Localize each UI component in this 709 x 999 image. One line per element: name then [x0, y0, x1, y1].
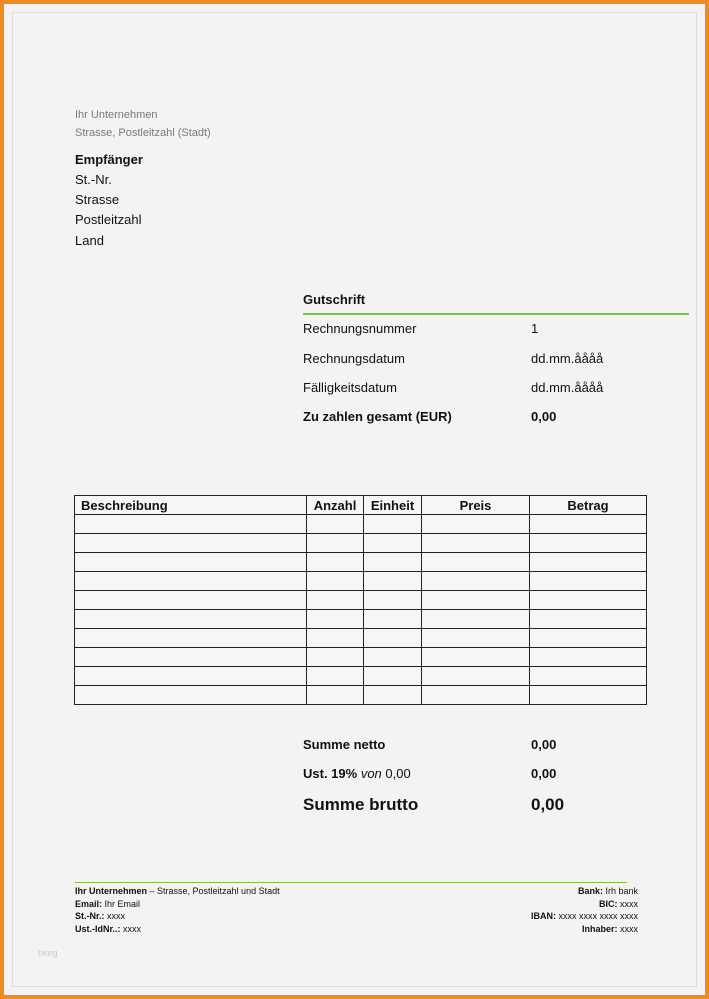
table-row	[75, 667, 647, 686]
vat-von: von	[360, 766, 382, 781]
cell-amount[interactable]	[530, 686, 647, 705]
cell-description[interactable]	[75, 591, 307, 610]
cell-amount[interactable]	[530, 572, 647, 591]
footer-iban	[531, 911, 638, 921]
cell-quantity[interactable]	[307, 572, 364, 591]
footer-account-holder	[582, 924, 638, 934]
footer-account-holder-value: xxxx	[617, 924, 638, 934]
cell-amount[interactable]	[530, 610, 647, 629]
footer-account-holder-label: Inhaber:	[581, 924, 618, 934]
cell-unit[interactable]	[364, 534, 422, 553]
recipient-line: St.-Nr.	[75, 172, 112, 187]
cell-price[interactable]	[422, 610, 530, 629]
cell-price[interactable]	[422, 686, 530, 705]
footer-iban-label: IBAN:	[530, 911, 556, 921]
recipient-line: Postleitzahl	[75, 212, 142, 227]
table-row	[75, 610, 647, 629]
footer-company	[75, 886, 280, 896]
table-header-row	[75, 496, 647, 515]
invoice-number-label: Rechnungsnummer	[303, 321, 417, 336]
cell-unit[interactable]	[364, 553, 422, 572]
cell-price[interactable]	[422, 667, 530, 686]
net-total-value: 0,00	[531, 737, 557, 752]
cell-amount[interactable]	[530, 648, 647, 667]
total-due-label: Zu zahlen gesamt (EUR)	[303, 409, 452, 424]
cell-description[interactable]	[75, 553, 307, 572]
cell-amount[interactable]	[530, 591, 647, 610]
sender-company: Ihr Unternehmen	[75, 109, 158, 121]
table-row	[75, 648, 647, 667]
footer-tax-number	[75, 911, 125, 921]
recipient-line: Strasse	[75, 192, 120, 207]
footer-bank-label: Bank:	[577, 886, 603, 896]
cell-quantity[interactable]	[307, 686, 364, 705]
table-row	[75, 591, 647, 610]
cell-amount[interactable]	[530, 534, 647, 553]
invoice-date-value: dd.mm.åååå	[531, 351, 604, 366]
cell-unit[interactable]	[364, 591, 422, 610]
footer-divider	[75, 882, 627, 883]
sender-address: Strasse, Postleitzahl (Stadt)	[75, 127, 211, 139]
cell-description[interactable]	[75, 572, 307, 591]
items-table	[74, 495, 647, 705]
cell-price[interactable]	[422, 572, 530, 591]
net-total-label: Summe netto	[303, 737, 386, 752]
table-row	[75, 629, 647, 648]
table-row	[75, 572, 647, 591]
cell-amount[interactable]	[530, 629, 647, 648]
cell-price[interactable]	[422, 648, 530, 667]
footer-vat-id	[75, 924, 141, 934]
cell-price[interactable]	[422, 629, 530, 648]
cell-quantity[interactable]	[307, 553, 364, 572]
invoice-date-label: Rechnungsdatum	[303, 351, 405, 366]
cell-description[interactable]	[75, 667, 307, 686]
invoice-number-value: 1	[531, 321, 539, 336]
footer-email-value: Ihr Email	[102, 899, 141, 909]
cell-quantity[interactable]	[307, 648, 364, 667]
cell-quantity[interactable]	[307, 515, 364, 534]
cell-amount[interactable]	[530, 515, 647, 534]
cell-description[interactable]	[75, 515, 307, 534]
watermark: bkeg	[38, 948, 58, 958]
cell-quantity[interactable]	[307, 667, 364, 686]
footer-company-address: – Strasse, Postleitzahl und Stadt	[147, 886, 280, 896]
cell-unit[interactable]	[364, 648, 422, 667]
cell-unit[interactable]	[364, 686, 422, 705]
vat-label-line	[303, 766, 411, 781]
due-date-value: dd.mm.åååå	[531, 380, 604, 395]
cell-description[interactable]	[75, 629, 307, 648]
column-header-quantity: Anzahl	[307, 496, 364, 515]
footer-tax-number-label: St.-Nr.:	[75, 911, 105, 921]
cell-price[interactable]	[422, 553, 530, 572]
column-header-amount: Betrag	[530, 496, 647, 515]
cell-description[interactable]	[75, 534, 307, 553]
cell-unit[interactable]	[364, 515, 422, 534]
footer-company-name: Ihr Unternehmen	[75, 886, 148, 896]
cell-quantity[interactable]	[307, 610, 364, 629]
table-row	[75, 534, 647, 553]
gross-total-value: 0,00	[531, 795, 565, 814]
vat-base: 0,00	[385, 766, 411, 781]
footer-email	[75, 899, 140, 909]
table-row	[75, 553, 647, 572]
footer-bic-label: BIC:	[598, 899, 618, 909]
footer-bic	[599, 899, 638, 909]
cell-quantity[interactable]	[307, 591, 364, 610]
column-header-price: Preis	[422, 496, 530, 515]
document-title: Gutschrift	[303, 292, 366, 307]
gross-total-label: Summe brutto	[303, 795, 419, 814]
footer-email-label: Email:	[75, 899, 103, 909]
cell-quantity[interactable]	[307, 534, 364, 553]
cell-description[interactable]	[75, 610, 307, 629]
cell-price[interactable]	[422, 515, 530, 534]
cell-unit[interactable]	[364, 629, 422, 648]
cell-amount[interactable]	[530, 667, 647, 686]
footer-bank	[578, 886, 638, 896]
cell-price[interactable]	[422, 534, 530, 553]
vat-label: Ust. 19%	[303, 766, 358, 781]
footer-bic-value: xxxx	[617, 899, 638, 909]
footer-tax-number-value: xxxx	[104, 911, 126, 921]
total-due-value: 0,00	[531, 409, 557, 424]
table-row	[75, 515, 647, 534]
cell-unit[interactable]	[364, 572, 422, 591]
recipient-title: Empfänger	[75, 152, 143, 167]
column-header-description: Beschreibung	[75, 496, 307, 515]
cell-price[interactable]	[422, 591, 530, 610]
cell-amount[interactable]	[530, 553, 647, 572]
recipient-line: Land	[75, 233, 104, 248]
title-underline	[303, 313, 689, 315]
footer-iban-value: xxxx xxxx xxxx xxxx	[555, 911, 638, 921]
cell-unit[interactable]	[364, 610, 422, 629]
table-row	[75, 686, 647, 705]
cell-unit[interactable]	[364, 667, 422, 686]
column-header-unit: Einheit	[364, 496, 422, 515]
footer-vat-id-label: Ust.-IdNr..:	[75, 924, 121, 934]
footer-vat-id-value: xxxx	[120, 924, 142, 934]
cell-description[interactable]	[75, 648, 307, 667]
cell-quantity[interactable]	[307, 629, 364, 648]
cell-description[interactable]	[75, 686, 307, 705]
due-date-label: Fälligkeitsdatum	[303, 380, 397, 395]
footer-bank-value: Irh bank	[602, 886, 638, 896]
vat-value: 0,00	[531, 766, 557, 781]
